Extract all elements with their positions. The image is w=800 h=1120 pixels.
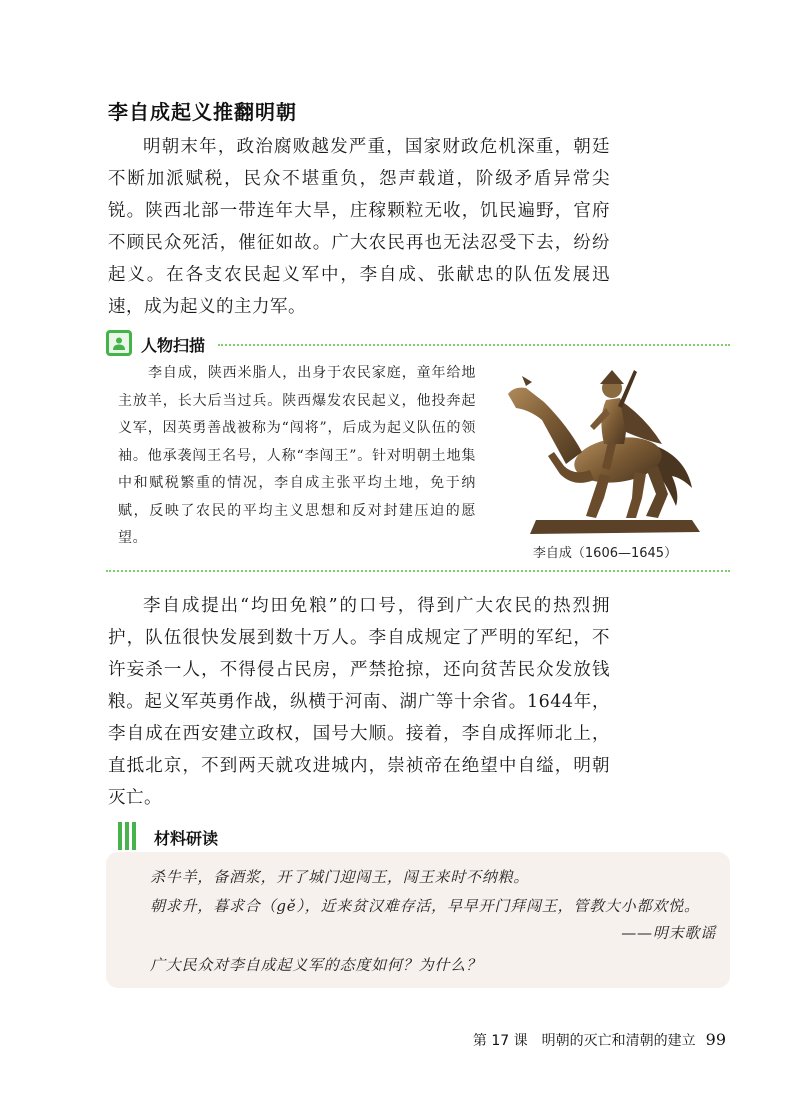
paragraph-intro: 明朝末年，政治腐败越发严重，国家财政危机深重，朝廷不断加派赋税，民众不堪重负，怨声载道，阶级矛盾异常尖锐。陕西北部一带连年大旱，庄稼颗粒无收，饥民遍野，官府不顾民众死活，催征如故。广大农民再也无法忍受下去，纷纷起义。在各支农民起义军中，李自成、张献忠的队伍发展迅速，成为起义的主力军。	[108, 137, 610, 317]
page-number: 99	[705, 1030, 726, 1049]
li-zicheng-statue-image	[496, 348, 704, 538]
page-footer	[473, 1030, 726, 1050]
book-stack-icon	[118, 822, 142, 850]
character-scan-label: 人物扫描	[141, 336, 206, 355]
ballad-line-2: 朝求升，暮求合（gě），近来贫汉难存活，早早开门拜闯王，管教大小都欢悦。	[150, 897, 700, 915]
ballad-source: ——明末歌谣	[621, 924, 716, 942]
material-study-header	[118, 822, 318, 850]
paragraph-uprising: 李自成提出“均田免粮”的口号，得到广大农民的热烈拥护，队伍很快发展到数十万人。李自成规定了严明的军纪，不许妄杀一人，不得侵占民房，严禁抢掠，还向贫苦民众发放钱粮。起义军英勇作战，纵横于河南、湖广等十余省。1644年，李自成在西安建立政权，国号大顺。接着，李自成挥师北上，直抵北京，不到两天就攻进城内，崇祯帝在绝望中自缢，明朝灭亡。	[108, 596, 610, 808]
person-card-icon	[106, 330, 132, 356]
lesson-title: 第 17 课 明朝的灭亡和清朝的建立	[472, 1033, 696, 1049]
character-scan-text: 李自成，陕西米脂人，出身于农民家庭，童年给地主放羊，长大后当过兵。陕西爆发农民起义，他投奔起义军，因英勇善战被称为“闯将”，后成为起义队伍的领袖。他承袭闯王名号，人称“李闯王”。针对明朝土地集中和赋税繁重的情况，李自成主张平均土地，免于纳赋，反映了农民的平均主义思想和反对封建压迫的愿望。	[118, 365, 476, 546]
section-title: 李自成起义推翻明朝	[108, 100, 297, 124]
divider	[106, 570, 730, 572]
material-study-label: 材料研读	[154, 829, 219, 848]
statue-caption: 李自成（1606—1645）	[532, 546, 678, 561]
divider	[218, 344, 730, 346]
study-question: 广大民众对李自成起义军的态度如何？为什么？	[150, 956, 482, 974]
ballad-line-1: 杀牛羊，备酒浆，开了城门迎闯王，闯王来时不纳粮。	[150, 868, 530, 886]
